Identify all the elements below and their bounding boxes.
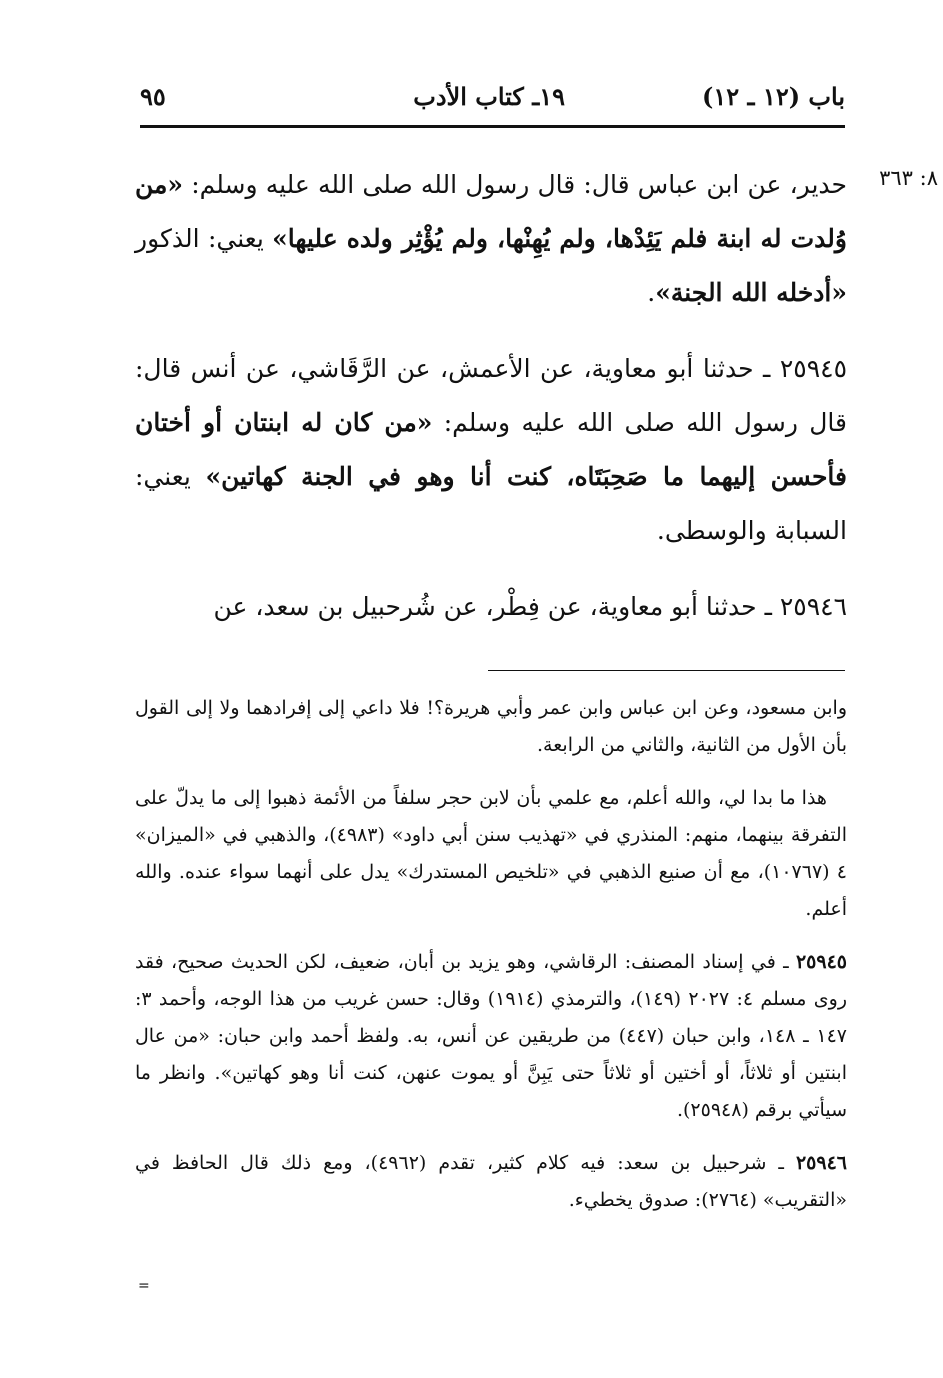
footnote-number: ٢٥٩٤٦ [795, 1152, 847, 1174]
hadith-quote: «أدخله الله الجنة» [655, 278, 847, 307]
hadith-text: . [647, 278, 656, 307]
hadith-quote: «من وُلدت له ابنة فلم يَئِدْها، ولم يُهِنْها، ولم يُؤْثِر ولده عليها» [135, 170, 847, 253]
main-text [135, 158, 847, 656]
hadith-paragraph [135, 158, 847, 320]
hadith-paragraph [135, 580, 847, 634]
footnote-number: ٢٥٩٤٥ [795, 951, 847, 973]
running-header [140, 82, 845, 122]
hadith-text: ٢٥٩٤٥ ـ حدثنا أبو معاوية، عن الأعمش، عن الرَّقَاشي، عن أنس قال: قال رسول الله صلى الله عليه وسلم: [135, 354, 847, 437]
footnote [135, 1145, 847, 1219]
book-title: ١٩ـ كتاب الأدب [413, 82, 565, 111]
footnote-text: هذا ما بدا لي، والله أعلم، مع علمي بأن لابن حجر سلفاً من الأئمة ذهبوا إلى ما يدلّ على التفرقة بينهما، منهم: المنذري في «تهذيب سنن أبي داود» (٤٩٨٣)، والذهبي في «الميزان» ٤ (١٠٧٦٧)، مع أن صنيع الذهبي في «تلخيص المستدرك» يدل على أنهما سواء عنده. والله أعلم. [135, 787, 848, 920]
hadith-text: ٢٥٩٤٦ ـ حدثنا أبو معاوية، عن فِطْر، عن شُرحبيل بن سعد، عن [213, 592, 847, 621]
hadith-text: حدير، عن ابن عباس قال: قال رسول الله صلى الله عليه وسلم: [183, 170, 847, 199]
footnote-text: ـ شرحبيل بن سعد: فيه كلام كثير، تقدم (٤٩٦٢)، ومع ذلك قال الحافظ في «التقريب» (٢٧٦٤): صدوق يخطيء. [135, 1152, 847, 1211]
footnote [135, 690, 847, 764]
footnote [135, 780, 847, 928]
footnote-text: ـ في إسناد المصنف: الرقاشي، وهو يزيد بن أبان، ضعيف، لكن الحديث صحيح، فقد روى مسلم ٤: ٢٠٢٧ (١٤٩)، والترمذي (١٩١٤) وقال: حسن غريب من هذا الوجه، وأحمد ٣: ١٤٧ ـ ١٤٨، وابن حبان (٤٤٧) من طريقين عن أنس، به. ولفظ أحمد وابن حبان: «من عال ابنتين أو ثلاثاً، أو أختين أو ثلاثاً حتى يَبِنَّ أو يموت عنهن، كنت أنا وهو كهاتين». وانظر ما سيأتي برقم (٢٥٩٤٨). [135, 951, 847, 1121]
footnote [135, 944, 847, 1129]
hadith-paragraph [135, 342, 847, 558]
footnotes [135, 690, 847, 1235]
hadith-text: يعني: السبابة والوسطى. [135, 462, 847, 545]
header-rule [140, 125, 845, 128]
hadith-quote: «من كان له ابنتان أو أختان فأحسن إليهما ما صَحِبَتَاه، كنت أنا وهو في الجنة كهاتين» [135, 408, 847, 491]
page-mark: = [138, 1278, 150, 1294]
chapter-title: باب (١٢ ـ ١٢) [702, 82, 845, 111]
hadith-text: يعني: الذكور [135, 224, 273, 253]
footnote-rule [488, 670, 845, 671]
page-number: ٩٥ [140, 82, 166, 111]
footnote-text: وابن مسعود، وعن ابن عباس وابن عمر وأبي هريرة؟! فلا داعي إلى إفرادهما ولا إلى القول بأن الأول من الثانية، والثاني من الرابعة. [135, 697, 847, 756]
margin-reference: ٨: ٣٦٣ [879, 166, 938, 190]
